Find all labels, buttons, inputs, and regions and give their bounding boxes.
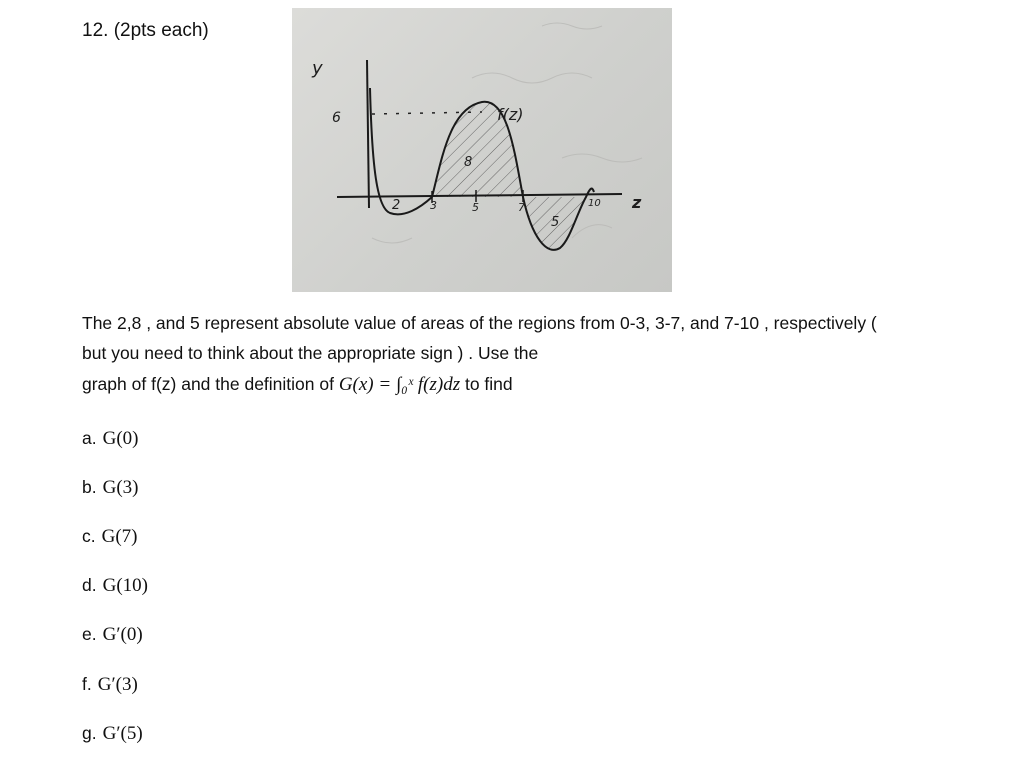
part-g [82, 723, 143, 745]
part-expression: G(10) [102, 575, 148, 596]
area-label-3-7: 8 [464, 155, 473, 170]
part-expression: G′(5) [102, 723, 143, 744]
x-tick-10: 10 [588, 198, 601, 209]
part-expression: G(3) [102, 477, 139, 498]
part-expression: G(7) [101, 526, 138, 547]
part-expression: G′(3) [97, 674, 138, 695]
instruction-line-3-suffix: to find [460, 374, 513, 394]
part-letter: d. [82, 575, 97, 595]
part-letter: c. [82, 526, 96, 546]
x-tick-3: 3 [430, 199, 437, 212]
instruction-line-1: The 2,8 , and 5 represent absolute value of areas of the regions from 0-3, 3-7, and 7-10 , respectively ( [82, 313, 877, 333]
part-letter: e. [82, 624, 97, 644]
part-c [82, 526, 138, 548]
instruction-line-3-prefix: graph of f(z) and the definition of [82, 374, 339, 394]
area-label-0-3: 2 [392, 198, 401, 213]
instruction-line-2: but you need to think about the appropriate sign ) . Use the [82, 343, 539, 363]
part-letter: a. [82, 428, 97, 448]
part-letter: g. [82, 723, 97, 743]
part-d [82, 575, 148, 597]
part-letter: f. [82, 674, 92, 694]
part-b [82, 477, 139, 499]
graph-photo [292, 8, 672, 292]
part-expression: G(0) [102, 428, 139, 449]
part-f [82, 674, 138, 696]
y-axis-label: y [312, 58, 323, 79]
y-tick-label: 6 [332, 110, 341, 126]
part-a [82, 428, 139, 450]
part-e [82, 624, 143, 646]
area-label-7-10: 5 [551, 215, 560, 230]
x-tick-5: 5 [472, 201, 479, 214]
y-axis-line [367, 60, 369, 208]
question-heading: 12. (2pts each) [82, 20, 209, 41]
graph-drawing [292, 8, 672, 292]
x-axis-label: z [632, 193, 642, 212]
instruction-line-3 [82, 374, 513, 396]
definition-formula: G(x) = ∫₀ˣ f(z)dz [338, 374, 461, 395]
curve-label: f(z) [497, 105, 524, 124]
part-letter: b. [82, 477, 97, 497]
part-expression: G′(0) [102, 624, 143, 645]
x-tick-7: 7 [518, 201, 525, 214]
